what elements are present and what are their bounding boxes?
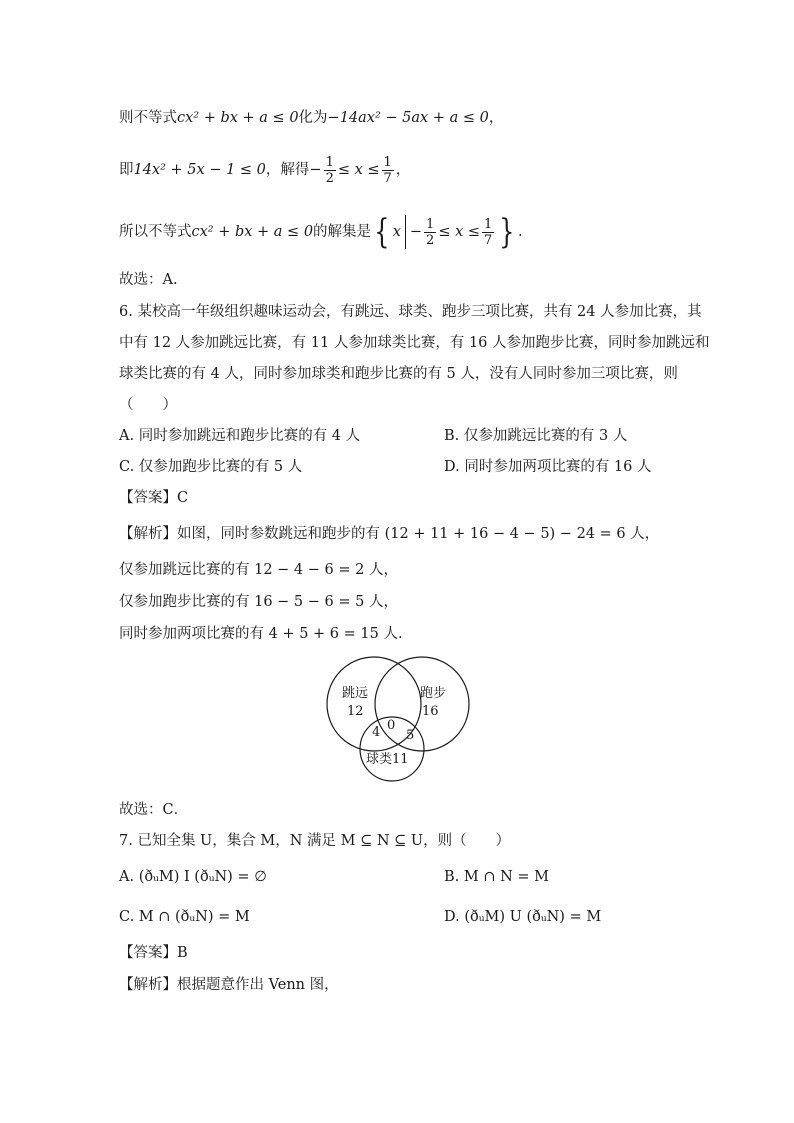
numerator: 1 (484, 216, 493, 232)
venn-center: 0 (387, 718, 396, 733)
venn-value-jump: 12 (347, 704, 364, 719)
explanation-7-line-1: 【解析】根据题意作出 Venn 图， (119, 977, 339, 993)
option-a: A. 同时参加跳远和跑步比赛的有 4 人 (119, 428, 361, 444)
solution-line-3 (119, 212, 523, 252)
option-7d: D. (ðᵤM) U (ðᵤN) = M (444, 909, 602, 925)
venn-label-run: 跑步 (420, 686, 447, 701)
question-6-line-2: 中有 12 人参加跳远比赛，有 11 人参加球类比赛，有 16 人参加跑步比赛，同时参加跳远和 (119, 335, 710, 351)
denominator: 7 (383, 170, 392, 186)
explanation-6-line-1: 【解析】如图，同时参数跳远和跑步的有 (12 + 11 + 16 − 4 − 5) − 24 = 6 人， (119, 526, 660, 542)
set-bar (405, 215, 406, 249)
fraction (382, 155, 394, 186)
text: ， (488, 110, 504, 126)
text: ，解得 (265, 162, 310, 178)
option-7c: C. M ∩ (ðᵤN) = M (119, 909, 250, 925)
denominator: 2 (325, 170, 334, 186)
denominator: 7 (484, 232, 493, 248)
option-7b: B. M ∩ N = M (444, 869, 549, 885)
math-relation: ≤ x ≤ (438, 224, 481, 240)
option-c: C. 仅参加跑步比赛的有 5 人 (119, 459, 303, 475)
answer-7: 【答案】B (119, 945, 188, 961)
text: 即 (119, 162, 134, 178)
explanation-6-line-4: 同时参加两项比赛的有 4 + 5 + 6 = 15 人. (119, 626, 403, 642)
venn-diagram (320, 655, 475, 785)
solution-line-2 (119, 152, 410, 188)
fraction (424, 217, 436, 248)
question-6-line-4: （ ） (119, 397, 177, 413)
venn-value-run: 16 (422, 704, 439, 719)
text: 则不等式 (119, 110, 177, 126)
numerator: 1 (325, 154, 334, 170)
choose-a: 故选：A. (119, 272, 178, 288)
numerator: 1 (383, 154, 392, 170)
question-7: 7. 已知全集 U，集合 M，N 满足 M ⊆ N ⊆ U，则（ ） (119, 833, 511, 849)
option-d: D. 同时参加两项比赛的有 16 人 (444, 459, 652, 475)
right-brace: } (499, 212, 515, 252)
denominator: 2 (426, 232, 435, 248)
venn-overlap-ball-run: 5 (406, 728, 415, 743)
question-6-line-3: 球类比赛的有 4 人，同时参加球类和跑步比赛的有 5 人，没有人同时参加三项比赛，则 (119, 366, 678, 382)
choose-c: 故选：C． (119, 802, 189, 818)
minus-sign: − (309, 162, 322, 178)
minus-sign: − (409, 224, 423, 240)
fraction (324, 155, 336, 186)
explanation-6-line-2: 仅参加跳远比赛的有 12 − 4 − 6 = 2 人， (119, 562, 398, 578)
venn-label-ball: 球类11 (366, 752, 409, 767)
option-7a: A. (ðᵤM) I (ðᵤN) = ∅ (119, 869, 267, 885)
fraction (482, 217, 494, 248)
text: 的解集是 (313, 224, 372, 240)
math-expression: 14x² + 5x − 1 ≤ 0 (133, 162, 266, 178)
math-relation: ≤ x ≤ (337, 162, 380, 178)
math-expression: −14ax² − 5ax + a ≤ 0 (327, 110, 489, 126)
numerator: 1 (426, 216, 435, 232)
explanation-6-line-3: 仅参加跑步比赛的有 16 − 5 − 6 = 5 人， (119, 594, 398, 610)
venn-label-jump: 跳远 (342, 686, 369, 701)
solution-line-1 (119, 108, 503, 128)
text: . (517, 224, 523, 240)
text: 所以不等式 (119, 224, 192, 240)
math-expression: cx² + bx + a ≤ 0 (191, 224, 314, 240)
text: ， (395, 162, 411, 178)
math-expression: cx² + bx + a ≤ 0 (177, 110, 299, 126)
venn-overlap-jump-ball: 4 (372, 725, 381, 740)
left-brace: { (374, 212, 390, 252)
option-b: B. 仅参加跳远比赛的有 3 人 (444, 428, 628, 444)
text: 化为 (298, 110, 328, 126)
math-variable: x (392, 224, 401, 240)
answer-6: 【答案】C (119, 490, 189, 506)
question-6-line-1: 6. 某校高一年级组织趣味运动会，有跳远、球类、跑步三项比赛，共有 24 人参加比赛，其 (119, 304, 702, 320)
